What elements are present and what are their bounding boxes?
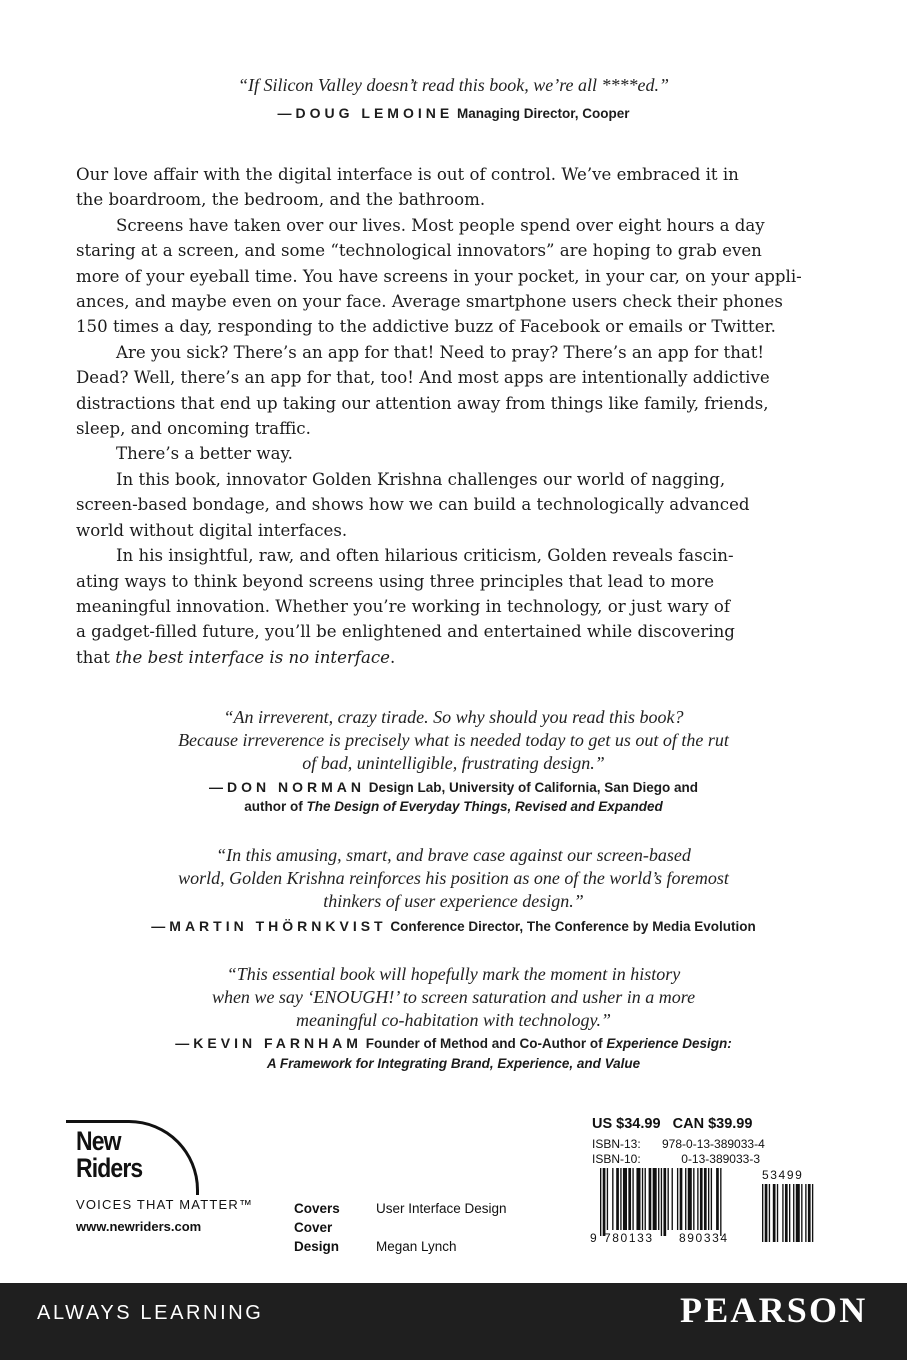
barcode-bar xyxy=(697,1168,698,1230)
quote-line: “This essential book will hopefully mark the moment in history xyxy=(226,964,681,984)
pearson-logo: PEARSON xyxy=(680,1290,868,1330)
isbn10-label: ISBN-10: xyxy=(592,1152,641,1166)
attribution-name: DOUG LEMOINE xyxy=(295,105,454,121)
barcode-bar xyxy=(616,1168,619,1230)
isbn13-value: 978-0-13-389033-4 xyxy=(662,1137,765,1151)
text-line: world without digital interfaces. xyxy=(76,520,348,540)
barcode-bar xyxy=(645,1168,646,1230)
ean-first-digit: 9 xyxy=(590,1231,599,1245)
ean-left-digits: 780133 xyxy=(604,1231,654,1245)
text-fragment: . xyxy=(390,647,396,667)
quote-line: meaningful co-habitation with technology.” xyxy=(296,1010,611,1030)
text-line: There’s a better way. xyxy=(116,444,293,464)
addon-bar xyxy=(812,1184,813,1242)
book-title: Experience Design: xyxy=(606,1036,732,1051)
barcode-bar xyxy=(607,1168,608,1230)
attribution-name: MARTIN THÖRNKVIST xyxy=(169,918,387,934)
covers-value: User Interface Design xyxy=(376,1201,507,1216)
text-line: Our love affair with the digital interface is out of control. We’ve embraced it in xyxy=(76,165,739,184)
text-fragment: that xyxy=(76,647,116,667)
attribution-role: Managing Director, Cooper xyxy=(456,106,630,121)
text-line: distractions that end up taking our attention away from things like family, friends, xyxy=(76,393,769,413)
logo-line-1: New xyxy=(76,1126,121,1156)
quote-line: thinkers of user experience design.” xyxy=(323,891,584,911)
barcode-bar xyxy=(653,1168,657,1230)
addon-bar xyxy=(762,1184,763,1242)
text-line: ances, and maybe even on your face. Average smartphone users check their phones xyxy=(76,292,783,312)
barcode-bar xyxy=(612,1168,613,1230)
text-line: In this book, innovator Golden Krishna challenges our world of nagging, xyxy=(116,469,726,489)
text-line: the boardroom, the bedroom, and the bathroom. xyxy=(76,190,486,210)
barcode-bar xyxy=(623,1168,627,1230)
text-line xyxy=(76,645,846,670)
barcode-bar xyxy=(708,1168,709,1230)
addon-bar xyxy=(789,1184,790,1242)
barcode-bar xyxy=(628,1168,631,1230)
text-line: 150 times a day, responding to the addictive buzz of Facebook or emails or Twitter. xyxy=(76,317,776,337)
barcode-bar xyxy=(661,1168,662,1236)
barcode-bar xyxy=(711,1168,712,1230)
top-quote-attribution xyxy=(0,103,907,124)
us-price: US $34.99 xyxy=(592,1116,661,1132)
publisher-url[interactable]: www.newriders.com xyxy=(76,1219,202,1234)
addon-bar xyxy=(773,1184,776,1242)
isbn10-value: 0-13-389033-3 xyxy=(681,1152,760,1166)
addon-bar xyxy=(805,1184,806,1242)
attribution-dash: — xyxy=(175,1035,194,1051)
barcode-bar xyxy=(642,1168,643,1230)
farnham-attribution xyxy=(0,1033,907,1054)
attribution-role: author of xyxy=(244,799,307,814)
barcode-bar xyxy=(672,1168,673,1230)
addon-bar xyxy=(785,1184,788,1242)
addon-bar xyxy=(769,1184,770,1242)
quote-farnham xyxy=(0,963,907,1032)
barcode-bar xyxy=(658,1168,659,1230)
attribution-name: DON NORMAN xyxy=(226,779,365,795)
barcode-bar xyxy=(636,1168,640,1230)
new-riders-logo xyxy=(76,1128,166,1182)
text-line: more of your eyeball time. You have screens in your pocket, in your car, on your appli- xyxy=(76,266,802,286)
norman-attribution xyxy=(0,777,907,798)
covers-label: Covers xyxy=(294,1201,340,1216)
text-line: meaningful innovation. Whether you’re working in technology, or just wary of xyxy=(76,596,731,616)
barcode-bar xyxy=(720,1168,721,1236)
attribution-role: Founder of Method and Co-Author of xyxy=(365,1036,607,1051)
paragraph-4 xyxy=(76,441,846,466)
quote-thornkvist xyxy=(0,844,907,913)
isbn10-row xyxy=(592,1152,760,1166)
text-line: a gadget-filled future, you’ll be enlightened and entertained while discovering xyxy=(76,622,735,642)
barcode-bar xyxy=(632,1168,633,1230)
addon-bar xyxy=(801,1184,802,1242)
norman-attribution-line2 xyxy=(0,796,907,817)
quote-line: “In this amusing, smart, and brave case against our screen-based xyxy=(216,845,691,865)
barcode-bar xyxy=(688,1168,692,1230)
barcode-bar xyxy=(693,1168,694,1230)
logo-line-2: Riders xyxy=(76,1153,143,1183)
book-title: A Framework for Integrating Brand, Experience, and Value xyxy=(266,1056,641,1071)
can-price: CAN $39.99 xyxy=(672,1116,753,1132)
text-line: Screens have taken over our lives. Most people spend over eight hours a day xyxy=(116,215,765,235)
covers-row xyxy=(294,1199,507,1218)
barcode-bar xyxy=(668,1168,669,1230)
isbn13-row xyxy=(592,1137,765,1151)
quote-line: Because irreverence is precisely what is needed today to get us out of the rut xyxy=(178,730,729,750)
text-line: staring at a screen, and some “technological innovators” are hoping to grab even xyxy=(76,241,762,261)
addon-bar xyxy=(777,1184,778,1242)
text-line: In his insightful, raw, and often hilarious criticism, Golden reveals fascin- xyxy=(116,546,734,566)
paragraph-6 xyxy=(76,543,846,670)
addon-bar xyxy=(808,1184,811,1242)
description-body xyxy=(76,162,846,670)
paragraph-3 xyxy=(76,340,846,442)
text-line: screen-based bondage, and shows how we can build a technologically advanced xyxy=(76,495,750,515)
text-line: sleep, and oncoming traffic. xyxy=(76,419,311,439)
quote-line: when we say ‘ENOUGH!’ to screen saturation and usher in a more xyxy=(211,987,696,1007)
barcode-bar xyxy=(663,1168,666,1236)
quote-norman xyxy=(0,706,907,775)
barcode-bar xyxy=(600,1168,601,1236)
barcode-bar xyxy=(704,1168,707,1230)
thornkvist-attribution xyxy=(0,916,907,937)
barcode-bar xyxy=(700,1168,703,1230)
footer-slogan: ALWAYS LEARNING xyxy=(37,1302,264,1324)
barcode-bar xyxy=(603,1168,606,1236)
attribution-role: Conference Director, The Conference by Media Evolution xyxy=(390,919,756,934)
attribution-role: Design Lab, University of California, San Diego and xyxy=(368,780,699,795)
addon-digits: 53499 xyxy=(762,1168,804,1182)
attribution-dash: — xyxy=(151,918,170,934)
barcode-bar xyxy=(685,1168,686,1230)
cover-design-row xyxy=(294,1218,507,1256)
barcode xyxy=(590,1168,840,1248)
attribution-dash: — xyxy=(208,779,227,795)
cover-design-value: Megan Lynch xyxy=(376,1239,457,1254)
publisher-tagline: VOICES THAT MATTER™ xyxy=(76,1197,254,1212)
ean-right-digits: 890334 xyxy=(679,1231,729,1245)
paragraph-5 xyxy=(76,467,846,543)
barcode-bar xyxy=(680,1168,683,1230)
addon-bar xyxy=(793,1184,794,1242)
text-line: Dead? Well, there’s an app for that, too! And most apps are intentionally addictive xyxy=(76,368,770,388)
barcode-bar xyxy=(649,1168,652,1230)
attribution-name: KEVIN FARNHAM xyxy=(193,1035,362,1051)
paragraph-2 xyxy=(76,213,846,340)
paragraph-1 xyxy=(76,162,846,213)
addon-bar xyxy=(782,1184,783,1242)
addon-bar xyxy=(796,1184,800,1242)
top-quote: “If Silicon Valley doesn’t read this book, we’re all ****ed.” xyxy=(237,75,670,95)
text-line: Are you sick? There’s an app for that! Need to pray? There’s an app for that! xyxy=(116,342,765,362)
book-title: The Design of Everyday Things, Revised and Expanded xyxy=(306,799,663,814)
addon-bar xyxy=(765,1184,768,1242)
italic-phrase: the best interface is no interface xyxy=(115,647,391,667)
price-line xyxy=(592,1116,752,1132)
cover-design-label: Cover Design xyxy=(294,1220,340,1254)
barcode-bar xyxy=(677,1168,678,1230)
barcode-bar xyxy=(620,1168,621,1230)
cover-credits xyxy=(294,1199,507,1256)
quote-line: “An irreverent, crazy tirade. So why should you read this book? xyxy=(223,707,684,727)
barcode-bar xyxy=(716,1168,719,1230)
isbn13-label: ISBN-13: xyxy=(592,1137,641,1151)
attribution-dash: — xyxy=(277,105,296,121)
text-line: ating ways to think beyond screens using three principles that lead to more xyxy=(76,571,715,591)
quote-line: of bad, unintelligible, frustrating design.” xyxy=(302,753,605,773)
farnham-attribution-line2 xyxy=(0,1053,907,1074)
quote-line: world, Golden Krishna reinforces his position as one of the world’s foremost xyxy=(178,868,729,888)
